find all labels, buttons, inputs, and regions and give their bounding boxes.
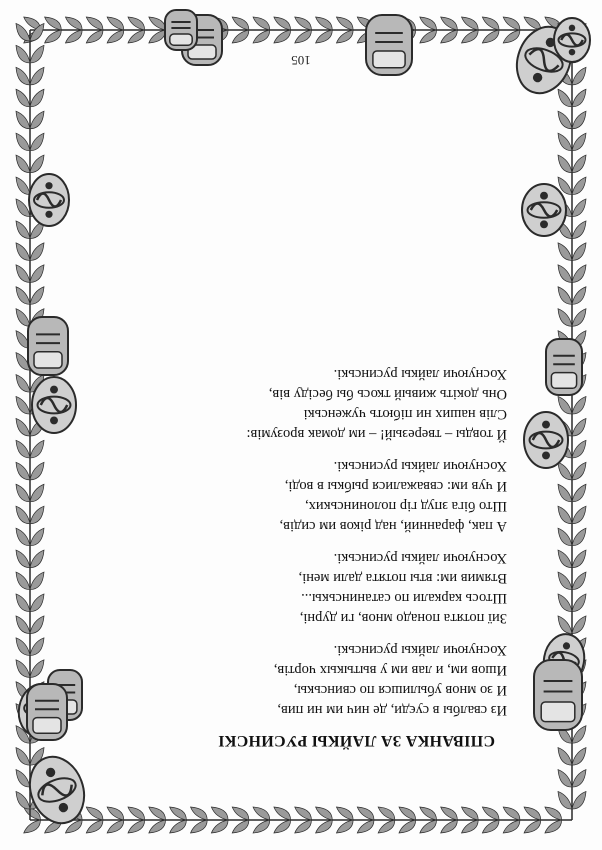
leaf-ornament <box>253 807 270 820</box>
leaf-ornament <box>558 594 572 612</box>
leaf-ornament <box>30 660 44 678</box>
poem-line: Ишов им, и лав им у вытыкых чортів, <box>273 662 507 678</box>
leaf-ornament <box>572 396 586 414</box>
leaf-ornament <box>149 820 166 833</box>
leaf-ornament <box>572 177 586 195</box>
leaf-ornament <box>30 111 44 129</box>
leaf-ornament <box>16 572 30 590</box>
leaf-ornament <box>128 17 145 30</box>
leaf-ornament <box>572 111 586 129</box>
leaf-ornament <box>462 820 479 833</box>
leaf-ornament <box>16 199 30 217</box>
leaf-ornament <box>558 528 572 546</box>
leaf-ornament <box>30 287 44 305</box>
leaf-ornament <box>295 820 312 833</box>
leaf-ornament <box>86 807 103 820</box>
leaf-ornament <box>107 820 124 833</box>
leaf-ornament <box>558 133 572 151</box>
leaf-ornament <box>16 243 30 261</box>
poem-line: Хоснуючи лайкы русинські. <box>333 550 507 566</box>
leaf-ornament <box>191 820 208 833</box>
leaf-ornament <box>572 89 586 107</box>
leaf-ornament <box>16 111 30 129</box>
leaf-ornament <box>30 133 44 151</box>
leaf-ornament <box>399 807 416 820</box>
leaf-ornament <box>462 30 479 43</box>
leaf-ornament <box>558 616 572 634</box>
poem-line: Хоснуючи лайкы русинські. <box>333 458 507 474</box>
leaf-ornament <box>572 155 586 173</box>
leaf-ornament <box>30 462 44 480</box>
leaf-ornament <box>274 820 291 833</box>
carved-figurine-ornament <box>534 660 582 730</box>
leaf-ornament <box>558 243 572 261</box>
leaf-ornament <box>16 616 30 634</box>
leaf-ornament <box>572 506 586 524</box>
leaf-ornament <box>503 807 520 820</box>
leaf-ornament <box>295 17 312 30</box>
leaf-ornament <box>45 30 62 43</box>
leaf-ornament <box>107 30 124 43</box>
decorated-egg-ornament <box>29 174 69 226</box>
poem-line: Слів наших ни пібють чуженські <box>303 406 507 422</box>
leaf-ornament <box>253 30 270 43</box>
leaf-ornament <box>558 287 572 305</box>
leaf-ornament <box>45 17 62 30</box>
poem-line: И зо мнов убылишся по свинськы, <box>293 682 507 698</box>
leaf-ornament <box>572 748 586 766</box>
leaf-ornament <box>16 506 30 524</box>
poem-line: А пак, фаранний, над ріков им сидів, <box>279 518 507 534</box>
leaf-ornament <box>191 807 208 820</box>
leaf-ornament <box>572 770 586 788</box>
leaf-ornament <box>572 462 586 480</box>
leaf-ornament <box>86 17 103 30</box>
leaf-ornament <box>232 820 249 833</box>
leaf-ornament <box>30 638 44 656</box>
poem-line: Хоснуючи лайкы русинські. <box>333 642 507 658</box>
stanza-4 <box>87 364 507 444</box>
leaf-ornament <box>558 484 572 502</box>
leaf-ornament <box>572 484 586 502</box>
leaf-ornament <box>16 528 30 546</box>
leaf-ornament <box>86 30 103 43</box>
poem-line: Хоснуючи лайкы русинські. <box>333 366 507 382</box>
leaf-ornament <box>524 807 541 820</box>
leaf-ornament <box>16 660 30 678</box>
leaf-ornament <box>572 791 586 809</box>
leaf-ornament <box>420 820 437 833</box>
leaf-ornament <box>336 30 353 43</box>
leaf-ornament <box>253 17 270 30</box>
leaf-ornament <box>16 375 30 393</box>
poem-line: Зиї потята понадо мнов, ги дурні, <box>299 610 507 626</box>
leaf-ornament <box>16 791 30 809</box>
leaf-ornament <box>545 820 562 833</box>
leaf-ornament <box>107 17 124 30</box>
leaf-ornament <box>16 484 30 502</box>
carved-figurine-ornament <box>165 10 197 50</box>
leaf-ornament <box>232 30 249 43</box>
leaf-ornament <box>274 17 291 30</box>
leaf-ornament <box>16 265 30 283</box>
leaf-ornament <box>16 287 30 305</box>
leaf-ornament <box>30 155 44 173</box>
leaf-ornament <box>572 528 586 546</box>
leaf-ornament <box>572 243 586 261</box>
leaf-ornament <box>482 17 499 30</box>
leaf-ornament <box>16 177 30 195</box>
leaf-ornament <box>558 748 572 766</box>
leaf-ornament <box>30 550 44 568</box>
leaf-ornament <box>30 243 44 261</box>
decorated-egg-ornament <box>522 184 566 236</box>
leaf-ornament <box>149 17 166 30</box>
carved-figurine-ornament <box>28 317 68 375</box>
leaf-ornament <box>16 770 30 788</box>
leaf-ornament <box>211 807 228 820</box>
leaf-ornament <box>482 807 499 820</box>
leaf-ornament <box>441 30 458 43</box>
leaf-ornament <box>357 807 374 820</box>
leaf-ornament <box>336 820 353 833</box>
leaf-ornament <box>107 807 124 820</box>
leaf-ornament <box>24 820 41 833</box>
leaf-ornament <box>232 17 249 30</box>
leaf-ornament <box>524 17 541 30</box>
poem-line: Штось каркали по сатанинськы... <box>301 590 507 606</box>
leaf-ornament <box>572 616 586 634</box>
leaf-ornament <box>558 791 572 809</box>
leaf-ornament <box>503 820 520 833</box>
leaf-ornament <box>16 748 30 766</box>
leaf-ornament <box>16 594 30 612</box>
leaf-ornament <box>30 440 44 458</box>
leaf-ornament <box>572 287 586 305</box>
leaf-ornament <box>572 418 586 436</box>
carved-figurine-ornament <box>546 339 582 395</box>
leaf-ornament <box>558 396 572 414</box>
leaf-ornament <box>572 133 586 151</box>
leaf-ornament <box>558 550 572 568</box>
leaf-ornament <box>170 807 187 820</box>
poem-line: Онь докіть живый ткось бы бесіду вів, <box>268 386 507 402</box>
poem-line: И чув им: свважалися рыбкы в воді, <box>284 478 507 494</box>
leaf-ornament <box>295 30 312 43</box>
poem-line: Што біга зпуд гір полонинських, <box>304 498 507 514</box>
leaf-ornament <box>572 440 586 458</box>
leaf-ornament <box>316 820 333 833</box>
leaf-ornament <box>572 221 586 239</box>
decorated-egg-ornament <box>524 412 568 468</box>
leaf-ornament <box>274 30 291 43</box>
leaf-ornament <box>420 807 437 820</box>
leaf-ornament <box>336 807 353 820</box>
leaf-ornament <box>399 820 416 833</box>
leaf-ornament <box>128 807 145 820</box>
leaf-ornament <box>170 820 187 833</box>
carved-figurine-ornament <box>27 684 67 740</box>
leaf-ornament <box>572 309 586 327</box>
leaf-ornament <box>30 572 44 590</box>
leaf-ornament <box>357 820 374 833</box>
leaf-ornament <box>462 807 479 820</box>
leaf-ornament <box>482 30 499 43</box>
leaf-ornament <box>558 265 572 283</box>
leaf-ornament <box>16 462 30 480</box>
leaf-ornament <box>378 820 395 833</box>
leaf-ornament <box>572 265 586 283</box>
leaf-ornament <box>30 265 44 283</box>
leaf-ornament <box>524 820 541 833</box>
leaf-ornament <box>16 638 30 656</box>
leaf-ornament <box>16 133 30 151</box>
leaf-ornament <box>558 506 572 524</box>
leaf-ornament <box>16 67 30 85</box>
leaf-ornament <box>16 23 30 41</box>
leaf-ornament <box>128 820 145 833</box>
leaf-ornament <box>558 572 572 590</box>
stanza-2 <box>87 548 507 628</box>
leaf-ornament <box>336 17 353 30</box>
leaf-ornament <box>149 807 166 820</box>
leaf-ornament <box>128 30 145 43</box>
leaf-ornament <box>232 807 249 820</box>
leaf-ornament <box>16 89 30 107</box>
leaf-ornament <box>211 820 228 833</box>
leaf-ornament <box>558 155 572 173</box>
leaf-ornament <box>253 820 270 833</box>
decorated-egg-ornament <box>32 377 76 433</box>
leaf-ornament <box>572 67 586 85</box>
leaf-ornament <box>30 528 44 546</box>
leaf-ornament <box>274 807 291 820</box>
leaf-ornament <box>30 594 44 612</box>
leaf-ornament <box>558 89 572 107</box>
leaf-ornament <box>378 807 395 820</box>
leaf-ornament <box>441 807 458 820</box>
leaf-ornament <box>558 309 572 327</box>
leaf-ornament <box>572 594 586 612</box>
leaf-ornament <box>16 440 30 458</box>
poem-line: Й товды – тверезый! – им домак врозумів: <box>246 426 507 442</box>
leaf-ornament <box>572 572 586 590</box>
leaf-ornament <box>572 550 586 568</box>
poem <box>87 352 507 750</box>
leaf-ornament <box>462 17 479 30</box>
leaf-ornament <box>558 462 572 480</box>
leaf-ornament <box>441 17 458 30</box>
leaf-ornament <box>30 616 44 634</box>
leaf-ornament <box>545 807 562 820</box>
leaf-ornament <box>30 484 44 502</box>
leaf-ornament <box>16 418 30 436</box>
leaf-ornament <box>149 30 166 43</box>
leaf-ornament <box>86 820 103 833</box>
leaf-ornament <box>16 155 30 173</box>
leaf-ornament <box>503 17 520 30</box>
leaf-ornament <box>482 820 499 833</box>
leaf-ornament <box>420 30 437 43</box>
poem-title: СПІВАНКА ЗА ЛАЙКЫ РУСИНСКІ <box>217 732 495 749</box>
leaf-ornament <box>65 17 82 30</box>
leaf-ornament <box>316 17 333 30</box>
leaf-ornament <box>65 30 82 43</box>
leaf-ornament <box>441 820 458 833</box>
leaf-ornament <box>316 807 333 820</box>
poem-line: Из свалбы в суєди, де нич им ни пив, <box>277 702 507 718</box>
leaf-ornament <box>30 89 44 107</box>
leaf-ornament <box>16 221 30 239</box>
leaf-ornament <box>503 30 520 43</box>
stanza-1 <box>87 640 507 720</box>
leaf-ornament <box>420 17 437 30</box>
leaf-ornament <box>30 67 44 85</box>
leaf-ornament <box>316 30 333 43</box>
leaf-ornament <box>572 199 586 217</box>
leaf-ornament <box>558 111 572 129</box>
leaf-ornament <box>30 506 44 524</box>
stanza-3 <box>87 456 507 536</box>
leaf-ornament <box>295 807 312 820</box>
page-number: 105 <box>291 53 311 68</box>
leaf-ornament <box>16 309 30 327</box>
leaf-ornament <box>16 396 30 414</box>
poem-line: Втямив им: вты потята дали мені, <box>298 570 507 586</box>
leaf-ornament <box>16 550 30 568</box>
leaf-ornament <box>558 770 572 788</box>
